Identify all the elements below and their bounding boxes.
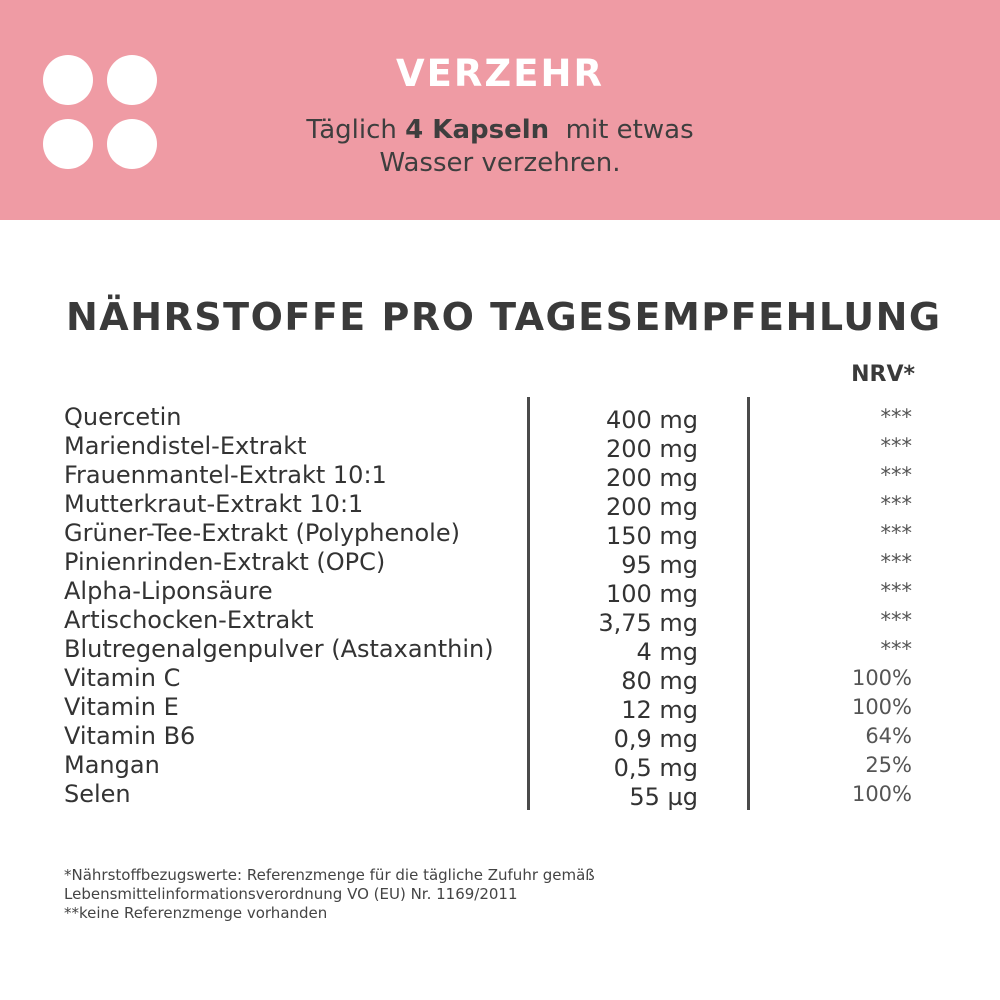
nutrient-name: Grüner-Tee-Extrakt (Polyphenole) <box>64 519 460 547</box>
footnote-no-reference: **keine Referenzmenge vorhanden <box>64 904 328 922</box>
nutrient-amount: 200 mg <box>605 435 698 463</box>
nutrient-name: Vitamin B6 <box>64 722 196 750</box>
dosage-text-end: mit etwas <box>549 115 694 145</box>
nutrient-nrv: *** <box>880 550 912 574</box>
table-row <box>0 461 1000 490</box>
nutrient-amount: 3,75 mg <box>598 609 698 637</box>
nutrient-amount: 55 µg <box>629 783 698 811</box>
nutrient-nrv: *** <box>880 492 912 516</box>
nutrient-table <box>0 403 1000 809</box>
table-row <box>0 490 1000 519</box>
banner-title: VERZEHR <box>396 52 604 95</box>
nutrient-name: Artischocken-Extrakt <box>64 606 314 634</box>
nutrient-amount: 100 mg <box>605 580 698 608</box>
nutrient-nrv: 25% <box>865 753 912 777</box>
footnotes <box>64 866 764 923</box>
capsule-dot <box>107 119 157 169</box>
nutrient-nrv: *** <box>880 463 912 487</box>
nutrient-nrv: 100% <box>851 666 912 690</box>
nutrient-amount: 12 mg <box>621 696 698 724</box>
table-row <box>0 664 1000 693</box>
nutrient-name: Frauenmantel-Extrakt 10:1 <box>64 461 387 489</box>
dosage-text-line2: Wasser verzehren. <box>379 148 621 178</box>
nutrient-nrv: *** <box>880 608 912 632</box>
table-row <box>0 635 1000 664</box>
nutrient-nrv: *** <box>880 579 912 603</box>
nutrient-nrv: 100% <box>851 695 912 719</box>
table-row <box>0 780 1000 809</box>
nutrient-name: Alpha-Liponsäure <box>64 577 273 605</box>
nutrient-amount: 200 mg <box>605 493 698 521</box>
capsule-dot <box>43 55 93 105</box>
table-row <box>0 577 1000 606</box>
dosage-amount: 4 Kapseln <box>405 115 550 145</box>
nrv-column-header: NRV* <box>851 362 915 387</box>
table-row <box>0 722 1000 751</box>
nutrient-name: Pinienrinden-Extrakt (OPC) <box>64 548 386 576</box>
nutrient-name: Selen <box>64 780 131 808</box>
nutrient-name: Vitamin E <box>64 693 179 721</box>
nutrient-amount: 95 mg <box>621 551 698 579</box>
capsule-dot <box>107 55 157 105</box>
table-row <box>0 751 1000 780</box>
nutrient-nrv: *** <box>880 637 912 661</box>
nutrient-name: Quercetin <box>64 403 182 431</box>
nutrient-amount: 4 mg <box>636 638 698 666</box>
capsule-dot <box>43 119 93 169</box>
nutrient-name: Mutterkraut-Extrakt 10:1 <box>64 490 364 518</box>
nutrient-amount: 80 mg <box>621 667 698 695</box>
nutrient-amount: 200 mg <box>605 464 698 492</box>
table-row <box>0 432 1000 461</box>
nutrient-name: Blutregenalgenpulver (Astaxanthin) <box>64 635 494 663</box>
table-row <box>0 606 1000 635</box>
nutrient-nrv: *** <box>880 434 912 458</box>
table-row <box>0 519 1000 548</box>
dosage-text-start: Täglich <box>306 115 406 145</box>
nutrient-name: Vitamin C <box>64 664 181 692</box>
nutrient-nrv: 100% <box>851 782 912 806</box>
table-row <box>0 403 1000 432</box>
nutrient-amount: 150 mg <box>605 522 698 550</box>
nutrient-name: Mangan <box>64 751 160 779</box>
nutrient-amount: 0,9 mg <box>613 725 698 753</box>
nutrient-nrv: 64% <box>865 724 912 748</box>
footnote-nrv: *Nährstoffbezugswerte: Referenzmenge für die tägliche Zufuhr gemäß <box>64 866 595 884</box>
footnote-regulation: Lebensmittelinformationsverordnung VO (EU) Nr. 1169/2011 <box>64 885 518 903</box>
nutrient-nrv: *** <box>880 521 912 545</box>
nutrient-amount: 0,5 mg <box>613 754 698 782</box>
section-title: NÄHRSTOFFE PRO TAGESEMPFEHLUNG <box>66 295 942 339</box>
dosage-banner <box>0 0 1000 220</box>
four-capsules-icon <box>43 55 159 169</box>
nutrient-nrv: *** <box>880 405 912 429</box>
nutrient-name: Mariendistel-Extrakt <box>64 432 307 460</box>
nutrient-amount: 400 mg <box>605 406 698 434</box>
table-row <box>0 548 1000 577</box>
table-row <box>0 693 1000 722</box>
dosage-instruction <box>190 114 810 180</box>
